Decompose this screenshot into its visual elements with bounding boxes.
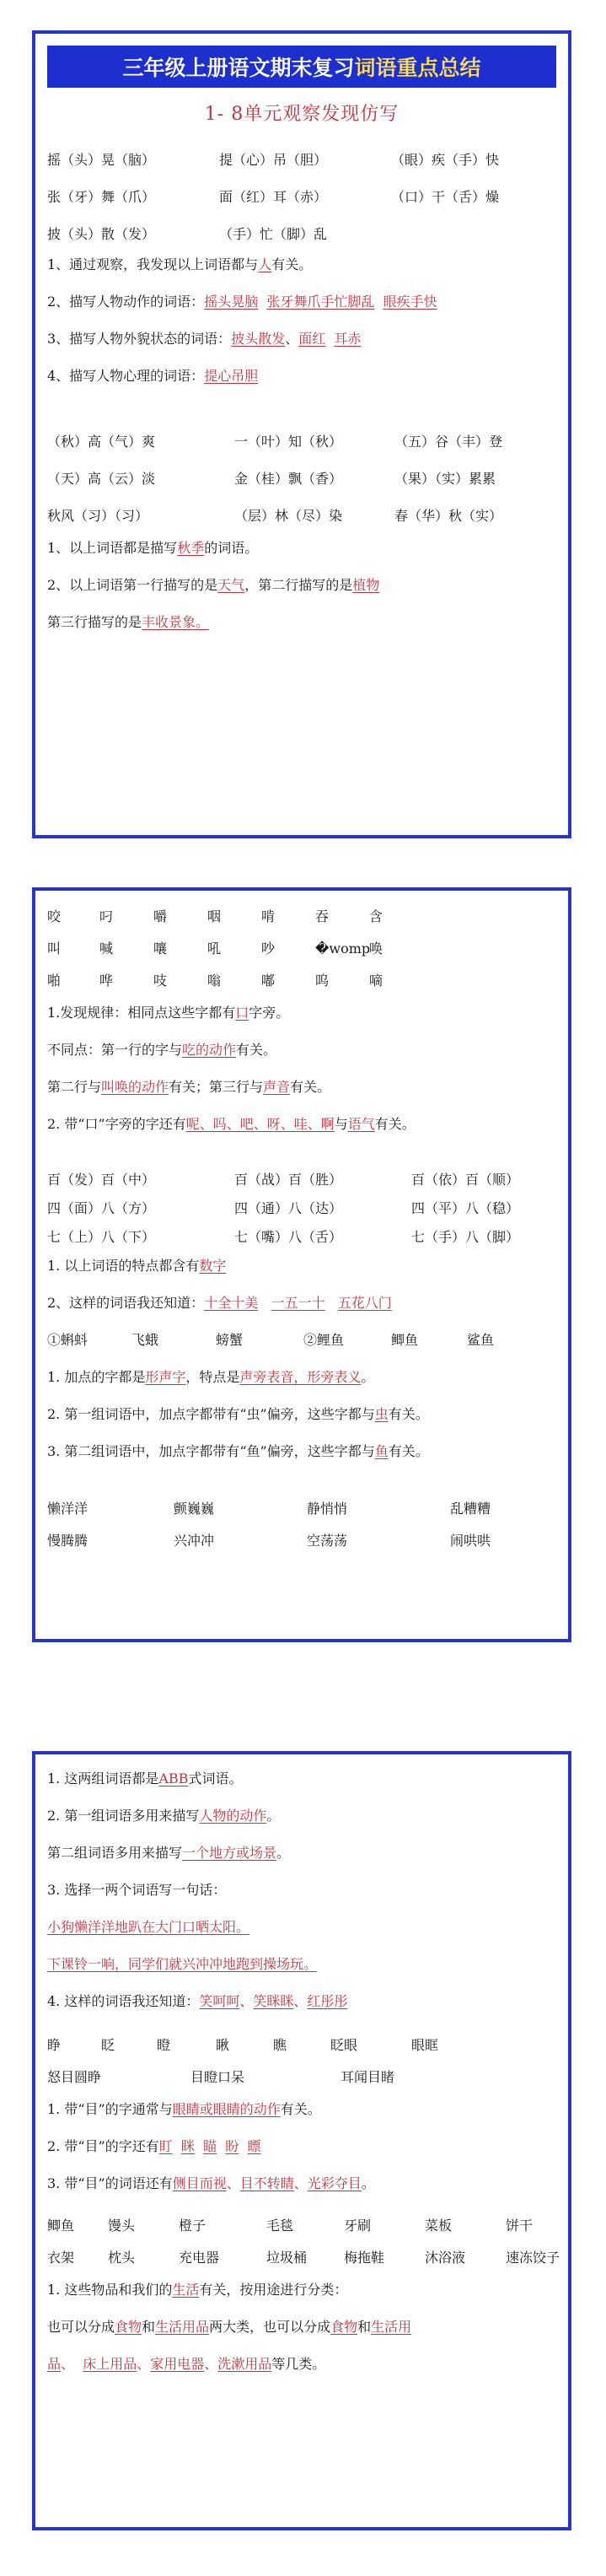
word: ②鲤鱼 — [303, 1332, 345, 1348]
word: 慢腾腾 — [47, 1533, 88, 1549]
question: 4、描写人物心理的词语：提心吊胆 — [47, 368, 259, 384]
char: 瞪 — [157, 2037, 171, 2053]
grid-row — [47, 433, 568, 451]
word: 梅拖鞋 — [344, 2250, 385, 2266]
char: 眨眼 — [330, 2037, 358, 2053]
question: 1. 加点的字都是形声字，特点是声旁表音，形旁表义。 — [47, 1369, 375, 1385]
char: 叼 — [99, 908, 114, 924]
char-row — [47, 908, 568, 926]
char: 喊 — [99, 940, 114, 957]
word: 鲫鱼 — [47, 2218, 75, 2234]
grid-row — [47, 507, 568, 525]
question: 1.发现规律：相同点这些字都有口字旁。 — [47, 1005, 290, 1021]
question: 3、描写人物外貌状态的词语：披头散发、面红 耳赤 — [47, 331, 362, 347]
panel-1 — [32, 30, 571, 838]
word: 馒头 — [108, 2218, 136, 2234]
word: 颤巍巍 — [174, 1501, 215, 1517]
word: 七（手）八（脚） — [411, 1229, 520, 1245]
word: 衣架 — [47, 2250, 75, 2266]
question: 3. 选择一两个词语写一句话： — [47, 1882, 227, 1898]
grid-row — [47, 470, 568, 488]
word-row — [47, 2068, 568, 2087]
char: 瞧 — [273, 2037, 287, 2053]
word: （果）（实）累累 — [394, 471, 496, 487]
word: 懒洋洋 — [47, 1501, 88, 1517]
question: 4. 这样的词语我还知道：笑呵呵、笑眯眯、红彤彤 — [47, 1993, 348, 2009]
word: 空荡荡 — [307, 1533, 348, 1549]
char: 嗡 — [207, 973, 222, 989]
word: （层）林（尽）染 — [234, 508, 343, 524]
question: 1. 以上词语的特点都含有数字 — [47, 1258, 227, 1274]
char: 含 — [369, 908, 383, 924]
word: 披（头）散（发） — [47, 226, 156, 242]
word: 菜板 — [425, 2218, 453, 2234]
word: 饼干 — [506, 2218, 534, 2234]
char: 哗 — [99, 973, 114, 989]
char: 唤 — [369, 940, 383, 957]
word: 飞蛾 — [131, 1332, 159, 1348]
char: 眼眶 — [411, 2037, 439, 2053]
word: 提（心）吊（胆） — [219, 152, 328, 168]
question: 1、通过观察，我发现以上词语都与人有关。 — [47, 256, 313, 272]
char: 瞅 — [216, 2037, 230, 2053]
panel-2 — [32, 887, 571, 1642]
char-row — [47, 940, 568, 958]
word: 百（战）百（胜） — [234, 1172, 343, 1188]
word: 张（牙）舞（爪） — [47, 189, 156, 205]
word: 怒目圆睁 — [47, 2069, 102, 2085]
word: （眼）疾（手）快 — [391, 152, 500, 168]
word: 目瞪口呆 — [190, 2069, 245, 2085]
word: 四（面）八（方） — [47, 1200, 156, 1216]
question: 不同点：第一行的字与吃的动作有关。 — [47, 1042, 277, 1058]
word: 毛毯 — [266, 2218, 294, 2234]
word: 枕头 — [108, 2250, 136, 2266]
word: 螃蟹 — [216, 1332, 244, 1348]
question: 1. 带“目”的字通常与眼睛或眼睛的动作有关。 — [47, 2101, 321, 2117]
question: 品、 床上用品、家用电器、洗漱用品等几类。 — [47, 2356, 326, 2372]
question: 2、描写人物动作的词语：摇头晃脑 张牙舞爪手忙脚乱 眼疾手快 — [47, 294, 437, 310]
char: 咽 — [207, 908, 222, 924]
word-row — [47, 1532, 568, 1550]
grid-row — [47, 1171, 568, 1189]
char: 眨 — [101, 2037, 115, 2053]
word: （天）高（云）淡 — [47, 471, 156, 487]
word: 耳闻目睹 — [341, 2069, 395, 2085]
word: 乱糟糟 — [450, 1501, 491, 1517]
word: 四（平）八（稳） — [411, 1200, 520, 1216]
char: 啃 — [261, 908, 276, 924]
question: 2. 带“口”字旁的字还有呢、吗、吧、呀、哇、啊与语气有关。 — [47, 1116, 416, 1132]
word: 牙刷 — [344, 2218, 372, 2234]
grid-row — [47, 151, 568, 170]
word-row — [47, 2249, 568, 2267]
char: 吞 — [315, 908, 330, 924]
grid-row — [47, 188, 568, 207]
word: （手）忙（脚）乱 — [219, 226, 328, 242]
char: 嚼 — [153, 908, 168, 924]
word: ①蝌蚪 — [47, 1332, 88, 1348]
char-row — [47, 972, 568, 990]
grid-row — [47, 1199, 568, 1218]
char: �womp — [315, 940, 371, 957]
question: 1. 这两组词语都是ABB式词语。 — [47, 1770, 243, 1786]
word: 速冻饺子 — [506, 2250, 560, 2266]
question: 2、这样的词语我还知道：十全十美 一五一十 五花八门 — [47, 1295, 392, 1311]
word: 七（上）八（下） — [47, 1229, 156, 1245]
word-row — [47, 1331, 568, 1350]
question: 也可以分成食物和生活用品两大类，也可以分成食物和生活用 — [47, 2319, 412, 2335]
word: 四（通）八（达） — [234, 1200, 343, 1216]
word: 摇（头）晃（脑） — [47, 152, 156, 168]
question: 2、以上词语第一行描写的是天气，第二行描写的是植物 — [47, 577, 380, 593]
word: 充电器 — [179, 2250, 220, 2266]
word: 沐浴液 — [425, 2250, 466, 2266]
char: 睁 — [47, 2037, 62, 2053]
char: 吼 — [207, 940, 222, 957]
example-sentence: 小狗懒洋洋地趴在大门口晒太阳。 — [47, 1919, 250, 1935]
question: 第三行描写的是丰收景象。 — [47, 614, 210, 630]
word: 秋风（习）（习） — [47, 508, 149, 524]
word: 百（依）百（顺） — [411, 1172, 520, 1188]
word: 静悄悄 — [307, 1501, 348, 1517]
word-row — [47, 1500, 568, 1518]
word: 面（红）耳（赤） — [219, 189, 328, 205]
word: 金（桂）飘（香） — [234, 471, 343, 487]
word: （五）谷（丰）登 — [394, 434, 503, 450]
question: 2. 第一组词语中，加点字都带有“虫”偏旁，这些字都与虫有关。 — [47, 1406, 429, 1422]
grid-row — [47, 1228, 568, 1247]
banner-highlight: 词语重点总结 — [354, 56, 481, 80]
word: 闹哄哄 — [450, 1533, 491, 1549]
panel-3 — [32, 1751, 571, 2530]
banner-title: 三年级上册语文期末复习 — [122, 56, 355, 80]
char: 吱 — [153, 973, 168, 989]
question: 1. 这些物品和我们的生活有关，按用途进行分类： — [47, 2282, 348, 2298]
word: 鲫鱼 — [391, 1332, 419, 1348]
question: 3. 第二组词语中，加点字都带有“鱼”偏旁，这些字都与鱼有关。 — [47, 1443, 429, 1459]
word: 垃圾桶 — [266, 2250, 308, 2266]
question: 第二组词语多用来描写一个地方或场景。 — [47, 1845, 291, 1861]
word: 橙子 — [179, 2218, 206, 2234]
question: 2. 带“目”的字还有盯 眯 瞄 盼 瞟 — [47, 2138, 261, 2154]
banner — [47, 46, 556, 88]
word: 百（发）百（中） — [47, 1172, 156, 1188]
question: 1、以上词语都是描写秋季的词语。 — [47, 540, 259, 556]
word: 一（叶）知（秋） — [234, 434, 343, 450]
char: 嚷 — [153, 940, 168, 957]
example-sentence: 下课铃一响，同学们就兴冲冲地跑到操场玩。 — [47, 1956, 318, 1972]
char: 叫 — [47, 940, 62, 957]
word: 鲨鱼 — [467, 1332, 495, 1348]
word: 兴冲冲 — [174, 1533, 215, 1549]
grid-row — [47, 225, 568, 244]
char: 啪 — [47, 973, 62, 989]
word: （口）干（舌）燥 — [391, 189, 500, 205]
char: 吵 — [261, 940, 276, 957]
char: 嘟 — [261, 973, 276, 989]
question: 第二行与叫唤的动作有关；第三行与声音有关。 — [47, 1079, 331, 1095]
word: （秋）高（气）爽 — [47, 434, 156, 450]
char: 咬 — [47, 908, 62, 924]
word: 七（嘴）八（舌） — [234, 1229, 343, 1245]
word: 春（华）秋（实） — [394, 508, 503, 524]
char: 嘀 — [369, 973, 383, 989]
question: 2. 第一组词语多用来描写人物的动作。 — [47, 1808, 281, 1824]
word-row — [47, 2217, 568, 2235]
subtitle: 1- 8单元观察发现仿写 — [204, 104, 400, 125]
char-row — [47, 2036, 568, 2055]
char: 呜 — [315, 973, 330, 989]
question: 3. 带“目”的词语还有侧目而视、目不转睛、光彩夺目。 — [47, 2175, 375, 2191]
